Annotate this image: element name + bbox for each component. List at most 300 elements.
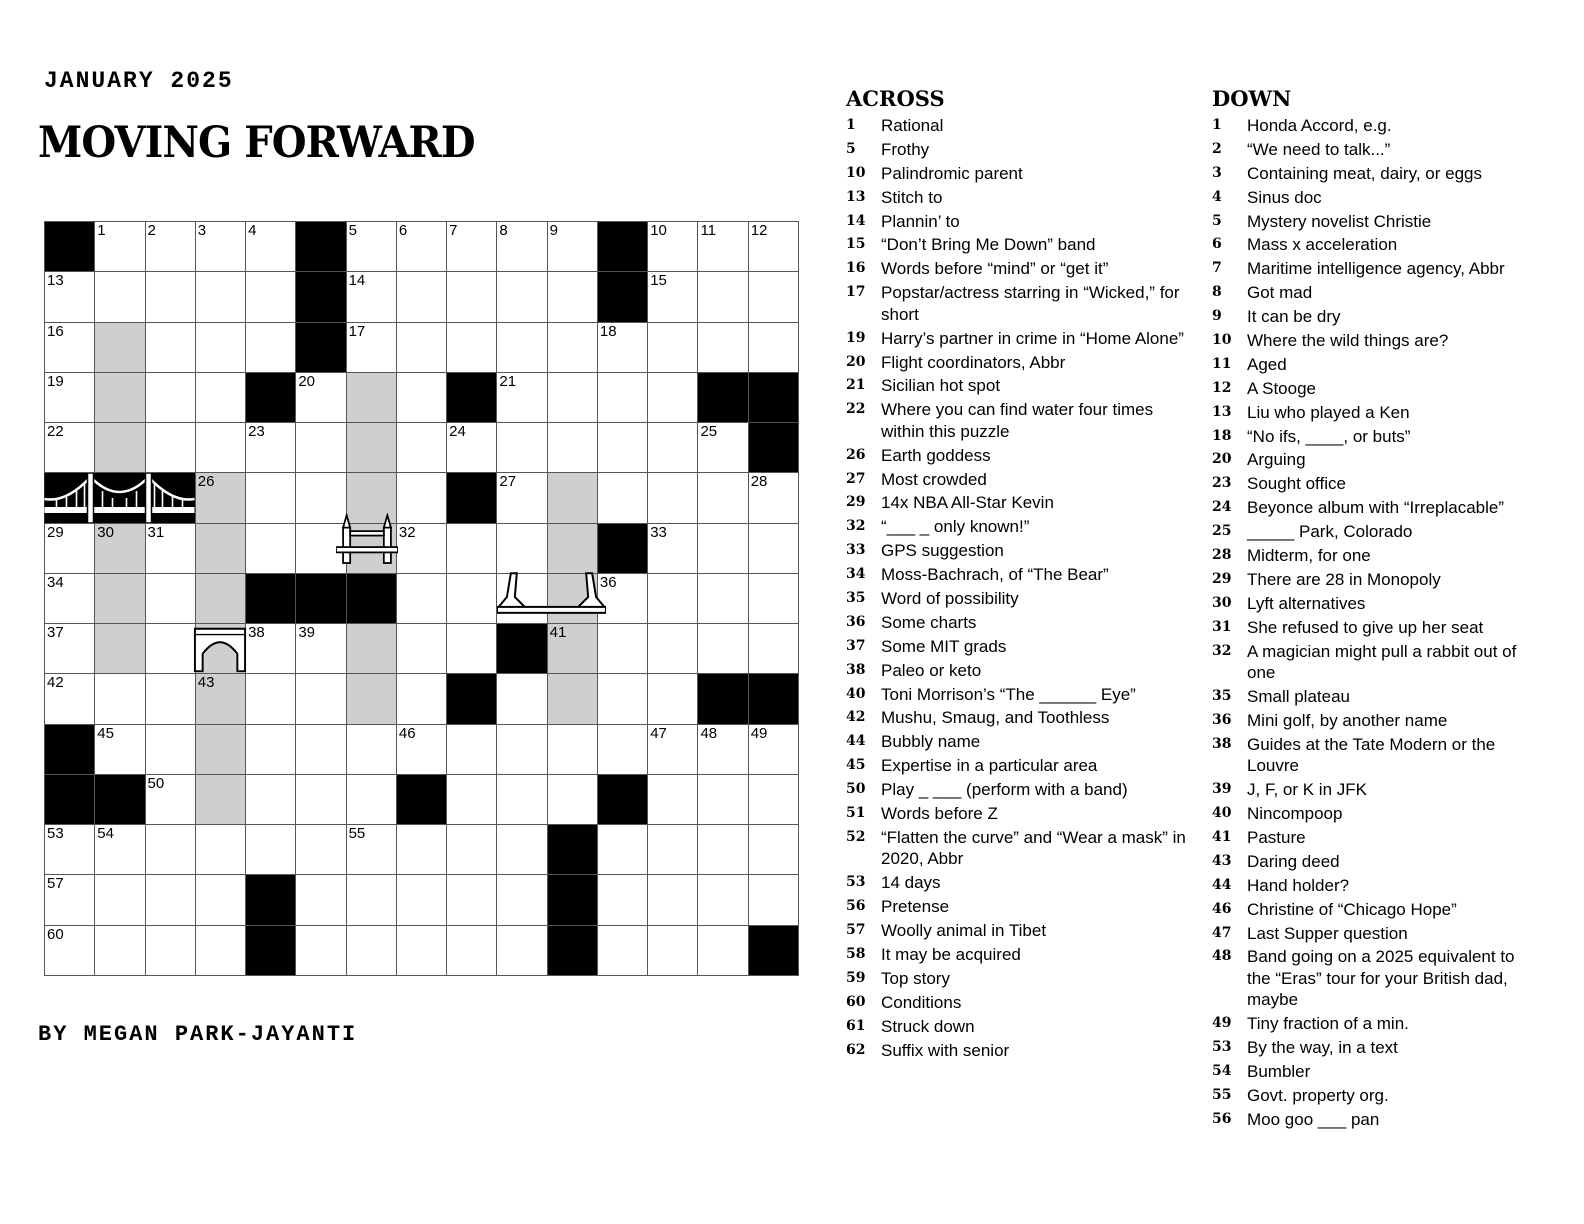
grid-cell[interactable] [296,725,346,775]
grid-cell[interactable] [598,323,648,373]
grid-cell[interactable] [497,674,547,724]
grid-cell[interactable] [548,222,598,272]
down-clue[interactable] [1212,803,1528,825]
grid-cell[interactable] [95,875,145,925]
grid-cell[interactable] [296,775,346,825]
down-clue[interactable] [1212,282,1528,304]
grid-cell[interactable] [246,725,296,775]
grid-cell[interactable] [598,624,648,674]
grid-cell[interactable] [648,423,698,473]
grid-cell[interactable] [749,624,799,674]
grid-cell[interactable] [347,222,397,272]
grid-cell[interactable] [598,926,648,976]
clue-text: Got mad [1247,283,1313,303]
grid-cell[interactable] [45,574,95,624]
grid-cell[interactable] [648,323,698,373]
grid-cell[interactable] [698,323,748,373]
clue-text: Words before “mind” or “get it” [881,259,1109,279]
grid-cell[interactable] [296,875,346,925]
grid-cell[interactable] [246,222,296,272]
grid-cell[interactable] [749,574,799,624]
grid-cell[interactable] [246,775,296,825]
grid-cell[interactable] [749,825,799,875]
grid-cell[interactable] [698,775,748,825]
across-clue[interactable] [846,944,1198,966]
grid-cell[interactable] [648,775,698,825]
grid-cell[interactable] [146,272,196,322]
grid-cell[interactable] [447,875,497,925]
grid-cell[interactable] [447,272,497,322]
grid-cell[interactable] [347,825,397,875]
grid-cell[interactable] [648,875,698,925]
grid-cell[interactable] [196,725,246,775]
clue-number: 36 [599,573,617,591]
across-clue[interactable] [846,896,1198,918]
grid-cell[interactable] [196,926,246,976]
grid-cell[interactable] [598,875,648,925]
grid-cell[interactable] [447,323,497,373]
clue-label-number: 13 [846,188,866,205]
black-square [45,725,95,775]
grid-cell[interactable] [397,725,447,775]
across-clue[interactable] [846,328,1198,350]
clue-number: 34 [47,573,64,591]
grid-cell[interactable] [598,473,648,523]
down-clue[interactable] [1212,115,1528,137]
grid-cell[interactable] [146,373,196,423]
grid-cell[interactable] [698,574,748,624]
grid-cell[interactable] [749,775,799,825]
clue-text: J, F, or K in JFK [1247,780,1367,800]
across-clue[interactable] [846,234,1198,256]
down-clue[interactable] [1212,851,1528,873]
clue-text: A magician might pull a rabbit out of one [1247,641,1517,683]
grid-cell[interactable] [447,574,497,624]
down-clue[interactable] [1212,473,1528,495]
grid-cell[interactable] [598,674,648,724]
grid-cell[interactable] [447,926,497,976]
across-clue[interactable] [846,115,1198,137]
grid-cell[interactable] [246,674,296,724]
down-clue[interactable] [1212,449,1528,471]
across-clue[interactable] [846,516,1198,538]
across-clue[interactable] [846,375,1198,397]
grid-cell[interactable] [397,574,447,624]
grid-cell[interactable] [296,423,346,473]
grid-cell[interactable] [296,926,346,976]
across-clue[interactable] [846,660,1198,682]
grid-cell[interactable] [548,624,598,674]
clue-number: 27 [499,473,517,491]
clue-text: Earth goddess [881,445,991,465]
grid-cell[interactable] [347,423,397,473]
grid-cell[interactable] [146,725,196,775]
grid-cell[interactable] [397,875,447,925]
grid-cell[interactable] [648,674,698,724]
grid-cell[interactable] [347,272,397,322]
clue-label-number: 23 [1212,475,1232,492]
grid-cell[interactable] [45,524,95,574]
grid-cell[interactable] [648,725,698,775]
grid-cell[interactable] [347,373,397,423]
grid-cell[interactable] [146,574,196,624]
grid-cell[interactable] [95,725,145,775]
across-clue[interactable] [846,352,1198,374]
grid-cell[interactable] [497,875,547,925]
grid-cell[interactable] [196,222,246,272]
down-clue[interactable] [1212,593,1528,615]
across-clue[interactable] [846,755,1198,777]
grid-cell[interactable] [698,725,748,775]
grid-cell[interactable] [95,926,145,976]
grid-cell[interactable] [196,373,246,423]
grid-cell[interactable] [548,323,598,373]
down-clue[interactable] [1212,734,1528,777]
grid-cell[interactable] [347,775,397,825]
grid-cell[interactable] [95,272,145,322]
across-clue[interactable] [846,1016,1198,1038]
clue-text: Paleo or keto [881,660,982,680]
grid-cell[interactable] [548,674,598,724]
grid-cell[interactable] [447,524,497,574]
grid-cell[interactable] [95,222,145,272]
grid-cell[interactable] [146,775,196,825]
grid-cell[interactable] [648,624,698,674]
grid-cell[interactable] [749,323,799,373]
grid-cell[interactable] [598,825,648,875]
grid-cell[interactable] [196,775,246,825]
grid-cell[interactable] [95,674,145,724]
grid-cell[interactable] [146,674,196,724]
grid-cell[interactable] [196,272,246,322]
clue-text: 14 days [881,873,941,893]
grid-cell[interactable] [648,272,698,322]
grid-cell[interactable] [548,473,598,523]
clue-text: Christine of “Chicago Hope” [1247,899,1457,919]
tower-bridge-icon [336,513,398,572]
grid-cell[interactable] [548,272,598,322]
across-clue[interactable] [846,163,1198,185]
grid-cell[interactable] [497,926,547,976]
grid-cell[interactable] [698,825,748,875]
clue-text: Plannin’ to [881,211,960,231]
grid-cell[interactable] [749,875,799,925]
down-clue[interactable] [1212,402,1528,424]
grid-cell[interactable] [397,524,447,574]
grid-cell[interactable] [246,473,296,523]
grid-cell[interactable] [296,674,346,724]
grid-cell[interactable] [45,926,95,976]
clue-number: 12 [750,222,768,239]
across-clue[interactable] [846,827,1198,870]
grid-cell[interactable] [497,373,547,423]
grid-cell[interactable] [497,524,547,574]
grid-cell[interactable] [45,272,95,322]
grid-cell[interactable] [397,373,447,423]
grid-cell[interactable] [598,725,648,775]
grid-cell[interactable] [397,323,447,373]
grid-cell[interactable] [497,825,547,875]
across-clue[interactable] [846,492,1198,514]
grid-cell[interactable] [196,574,246,624]
grid-cell[interactable] [397,926,447,976]
across-clue[interactable] [846,445,1198,467]
grid-cell[interactable] [447,423,497,473]
down-clue[interactable] [1212,545,1528,567]
grid-cell[interactable] [447,825,497,875]
down-clue[interactable] [1212,378,1528,400]
grid-cell[interactable] [246,272,296,322]
grid-cell[interactable] [497,222,547,272]
grid-cell[interactable] [698,222,748,272]
grid-cell[interactable] [447,222,497,272]
grid-cell[interactable] [347,323,397,373]
grid-cell[interactable] [698,272,748,322]
black-square [246,875,296,925]
across-clue[interactable] [846,872,1198,894]
down-clue[interactable] [1212,354,1528,376]
down-clue[interactable] [1212,641,1528,684]
grid-cell[interactable] [447,624,497,674]
clue-number: 6 [398,222,408,239]
grid-cell[interactable] [45,674,95,724]
across-clue[interactable] [846,803,1198,825]
grid-cell[interactable] [196,825,246,875]
grid-cell[interactable] [648,825,698,875]
grid-cell[interactable] [45,624,95,674]
grid-cell[interactable] [146,875,196,925]
grid-cell[interactable] [648,574,698,624]
grid-cell[interactable] [497,423,547,473]
across-clue[interactable] [846,282,1198,325]
grid-cell[interactable] [548,373,598,423]
grid-cell[interactable] [648,222,698,272]
across-clue[interactable] [846,1040,1198,1062]
grid-cell[interactable] [347,725,397,775]
grid-cell[interactable] [296,624,346,674]
grid-cell[interactable] [749,272,799,322]
down-clue[interactable] [1212,617,1528,639]
grid-cell[interactable] [548,725,598,775]
grid-cell[interactable] [698,473,748,523]
down-clue[interactable] [1212,1013,1528,1035]
grid-cell[interactable] [95,825,145,875]
grid-cell[interactable] [246,524,296,574]
across-clue[interactable] [846,779,1198,801]
down-clue[interactable] [1212,1061,1528,1083]
down-clue[interactable] [1212,827,1528,849]
grid-cell[interactable] [95,574,145,624]
grid-cell[interactable] [447,725,497,775]
down-clue[interactable] [1212,234,1528,256]
grid-cell[interactable] [548,775,598,825]
grid-cell[interactable] [648,926,698,976]
grid-cell[interactable] [598,373,648,423]
grid-cell[interactable] [246,825,296,875]
clue-number: 21 [499,372,517,390]
grid-cell[interactable] [95,624,145,674]
grid-cell[interactable] [246,423,296,473]
across-clue[interactable] [846,187,1198,209]
down-clue[interactable] [1212,163,1528,185]
clue-label-number: 50 [846,781,866,798]
grid-cell[interactable] [196,875,246,925]
grid-cell[interactable] [95,373,145,423]
across-clue[interactable] [846,399,1198,442]
grid-cell[interactable] [246,624,296,674]
grid-cell[interactable] [648,373,698,423]
down-clue[interactable] [1212,211,1528,233]
grid-cell[interactable] [45,323,95,373]
grid-cell[interactable] [397,674,447,724]
grid-cell[interactable] [246,323,296,373]
clue-text: Rational [881,116,944,135]
grid-cell[interactable] [648,473,698,523]
grid-cell[interactable] [698,524,748,574]
across-clue[interactable] [846,258,1198,280]
across-clue[interactable] [846,139,1198,161]
grid-cell[interactable] [548,423,598,473]
across-clue[interactable] [846,612,1198,634]
grid-cell[interactable] [196,423,246,473]
grid-cell[interactable] [347,674,397,724]
across-clue[interactable] [846,564,1198,586]
grid-cell[interactable] [196,524,246,574]
down-clue[interactable] [1212,899,1528,921]
across-clue[interactable] [846,920,1198,942]
grid-cell[interactable] [749,473,799,523]
grid-cell[interactable] [397,272,447,322]
clue-text: 14x NBA All-Star Kevin [881,493,1054,513]
grid-cell[interactable] [196,473,246,523]
across-clue[interactable] [846,469,1198,491]
clue-number: 5 [348,222,357,239]
grid-cell[interactable] [698,624,748,674]
across-clue[interactable] [846,636,1198,658]
grid-cell[interactable] [397,624,447,674]
across-clue[interactable] [846,968,1198,990]
grid-cell[interactable] [698,926,748,976]
grid-cell[interactable] [296,825,346,875]
down-clue[interactable] [1212,1109,1528,1131]
grid-cell[interactable] [146,926,196,976]
grid-cell[interactable] [749,524,799,574]
grid-cell[interactable] [447,775,497,825]
grid-cell[interactable] [95,524,145,574]
grid-cell[interactable] [146,222,196,272]
down-clue[interactable] [1212,923,1528,945]
grid-cell[interactable] [95,423,145,473]
across-clue[interactable] [846,707,1198,729]
grid-cell[interactable] [598,423,648,473]
clue-text: Harry’s partner in crime in “Home Alone” [881,328,1184,348]
down-clue[interactable] [1212,139,1528,161]
grid-cell[interactable] [397,473,447,523]
clue-label-number: 38 [846,661,866,678]
grid-cell[interactable] [95,323,145,373]
down-clue[interactable] [1212,306,1528,328]
grid-cell[interactable] [698,423,748,473]
clue-number: 3 [197,222,207,239]
down-clue[interactable] [1212,426,1528,448]
grid-cell[interactable] [45,373,95,423]
across-clue[interactable] [846,684,1198,706]
grid-cell[interactable] [497,323,547,373]
clue-label-number: 21 [846,377,866,394]
grid-cell[interactable] [45,825,95,875]
down-clue[interactable] [1212,779,1528,801]
down-clue[interactable] [1212,497,1528,519]
grid-cell[interactable] [296,373,346,423]
clue-number: 22 [47,423,64,441]
black-square [548,825,598,875]
grid-cell[interactable] [497,725,547,775]
down-clue[interactable] [1212,521,1528,543]
clue-number: 33 [650,523,667,541]
down-clue[interactable] [1212,875,1528,897]
down-clue[interactable] [1212,330,1528,352]
grid-cell[interactable] [196,323,246,373]
clue-label-number: 49 [1212,1015,1232,1032]
across-clue[interactable] [846,211,1198,233]
down-clue[interactable] [1212,258,1528,280]
grid-cell[interactable] [397,222,447,272]
down-clue[interactable] [1212,1037,1528,1059]
grid-cell[interactable] [698,875,748,925]
down-clue[interactable] [1212,686,1528,708]
grid-cell[interactable] [347,624,397,674]
grid-cell[interactable] [196,674,246,724]
down-clue[interactable] [1212,187,1528,209]
black-square [347,574,397,624]
grid-cell[interactable] [749,222,799,272]
grid-cell[interactable] [146,825,196,875]
clue-number: 53 [47,825,64,843]
grid-cell[interactable] [146,624,196,674]
across-clue[interactable] [846,731,1198,753]
grid-cell[interactable] [347,875,397,925]
clue-label-number: 1 [846,117,856,133]
grid-cell[interactable] [749,725,799,775]
grid-cell[interactable] [497,272,547,322]
grid-cell[interactable] [146,323,196,373]
clue-label-number: 2 [1212,140,1222,157]
across-clue[interactable] [846,588,1198,610]
grid-cell[interactable] [648,524,698,574]
grid-cell[interactable] [497,775,547,825]
clue-label-number: 59 [846,969,866,986]
across-clue[interactable] [846,540,1198,562]
down-clue[interactable] [1212,1085,1528,1107]
clue-label-number: 27 [846,470,866,487]
down-clue[interactable] [1212,710,1528,732]
down-clue[interactable] [1212,946,1528,1011]
across-clue[interactable] [846,992,1198,1014]
grid-cell[interactable] [548,524,598,574]
clue-label-number: 56 [846,898,866,915]
grid-cell[interactable] [347,926,397,976]
clue-number: 41 [549,624,567,642]
grid-cell[interactable] [397,825,447,875]
grid-cell[interactable] [397,423,447,473]
grid-cell[interactable] [146,524,196,574]
grid-cell[interactable] [497,473,547,523]
grid-cell[interactable] [45,875,95,925]
black-square [296,222,346,272]
down-clue[interactable] [1212,569,1528,591]
grid-cell[interactable] [45,423,95,473]
grid-cell[interactable] [146,423,196,473]
